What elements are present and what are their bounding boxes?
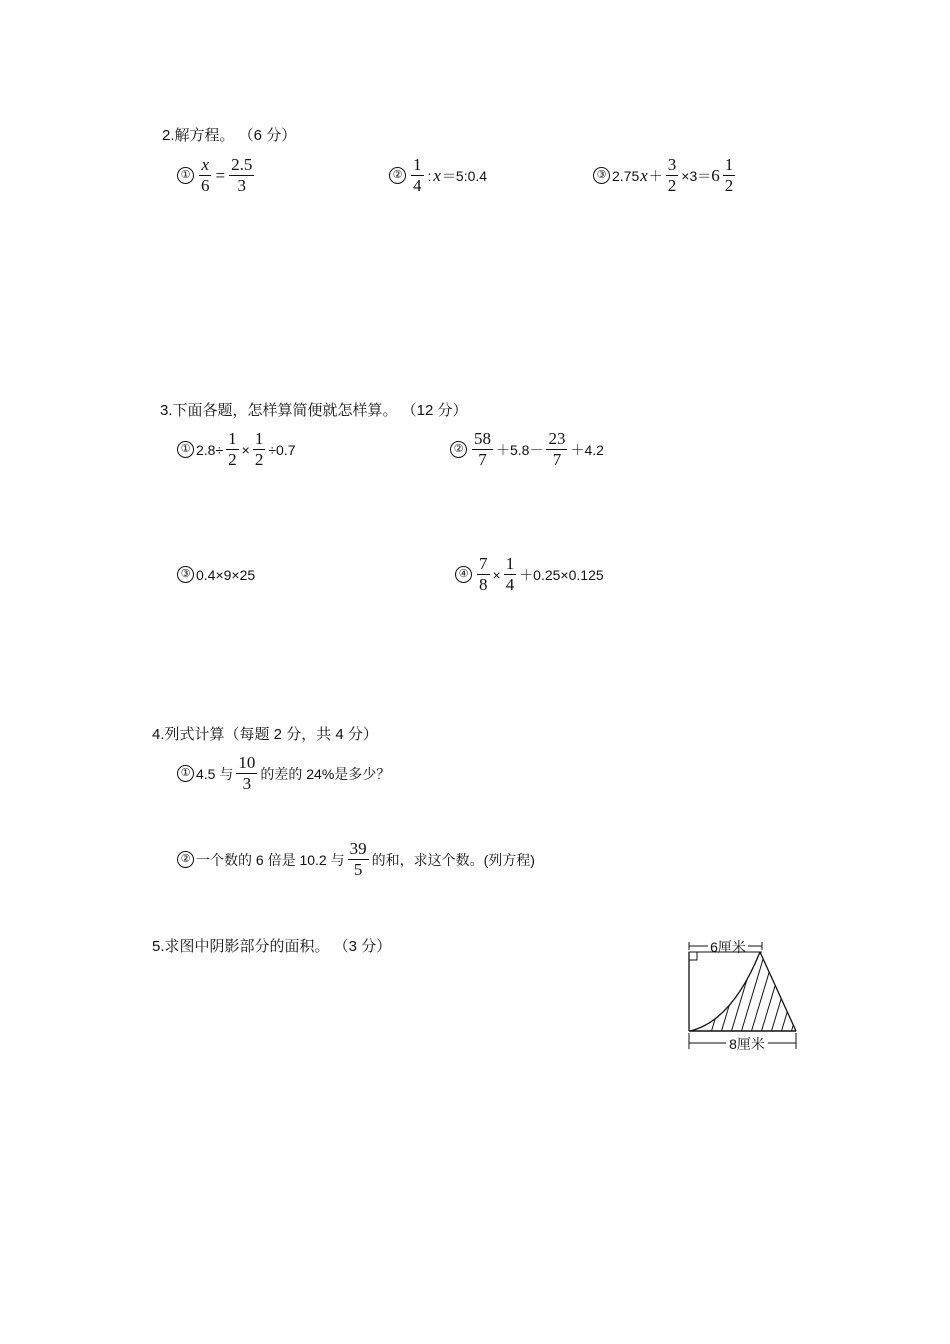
fraction: $\frac{23}{7}$ (548, 429, 566, 469)
fraction: $\frac{1}{4}$ (505, 554, 515, 594)
fraction: $\frac{1}{2}$ (724, 155, 734, 195)
q5-title: 5.求图中阴影部分的面积。 （3 分） (152, 938, 392, 955)
q3-title: 3.下面各题，怎样算简便就怎样算。 （12 分） (160, 402, 468, 419)
q3-item1: ① 2.8÷ $\frac{1}{2}$ × $\frac{1}{2}$ ÷0.7 (177, 429, 296, 470)
fraction: $\frac{2.5}{3}$ (231, 155, 253, 195)
item-number: ③ (593, 167, 610, 184)
q2-title: 2.解方程。 （6 分） (162, 127, 297, 144)
top-dimension-label: 6厘米 (710, 939, 746, 955)
q2-item1: ① $\frac{x}{6}$ = $\frac{2.5}{3}$ (177, 155, 257, 196)
bottom-dimension-label: 8厘米 (729, 1036, 765, 1052)
fraction: $\frac{3}{2}$ (667, 155, 677, 195)
q2-item2: ② $\frac{1}{4}$ : x ＝5:0.4 (389, 155, 487, 196)
item-number: ② (177, 851, 194, 868)
fraction: $\frac{1}{4}$ (413, 155, 422, 195)
item-number: ③ (177, 566, 194, 583)
item-number: ④ (455, 566, 472, 583)
item-number: ① (177, 765, 194, 782)
item-number: ① (177, 441, 194, 458)
q3-item3: ③ 0.4×9×25 (177, 566, 255, 583)
fraction: $\frac{10}{3}$ (238, 753, 256, 793)
q3-item2: ② $\frac{58}{7}$ ＋5.8－ $\frac{23}{7}$ ＋4.2 (450, 429, 604, 470)
fraction: $\frac{39}{5}$ (349, 839, 367, 879)
fraction: $\frac{1}{2}$ (228, 429, 237, 469)
item-number: ① (177, 167, 194, 184)
item-number: ② (389, 167, 406, 184)
q4-title: 4.列式计算（每题 2 分，共 4 分） (152, 726, 378, 743)
fraction: $\frac{58}{7}$ (474, 429, 491, 469)
fraction: $\frac{x}{6}$ (201, 155, 210, 195)
q4-item2: ② 一个数的 6 倍是 10.2 与 $\frac{39}{5}$ 的和，求这个数。(列方程) (177, 839, 535, 880)
q2-item3: ③ 2.75 x ＋ $\frac{3}{2}$ ×3＝ 6 $\frac{1}{2}$ (593, 155, 738, 196)
q4-item1: ① 4.5 与 $\frac{10}{3}$ 的差的 24%是多少？ (177, 753, 390, 794)
fraction: $\frac{7}{8}$ (479, 554, 488, 594)
item-number: ② (450, 441, 467, 458)
fraction: $\frac{1}{2}$ (254, 429, 264, 469)
shaded-area-figure (680, 936, 805, 1058)
q3-item4: ④ $\frac{7}{8}$ × $\frac{1}{4}$ ＋0.25×0.125 (455, 554, 604, 595)
